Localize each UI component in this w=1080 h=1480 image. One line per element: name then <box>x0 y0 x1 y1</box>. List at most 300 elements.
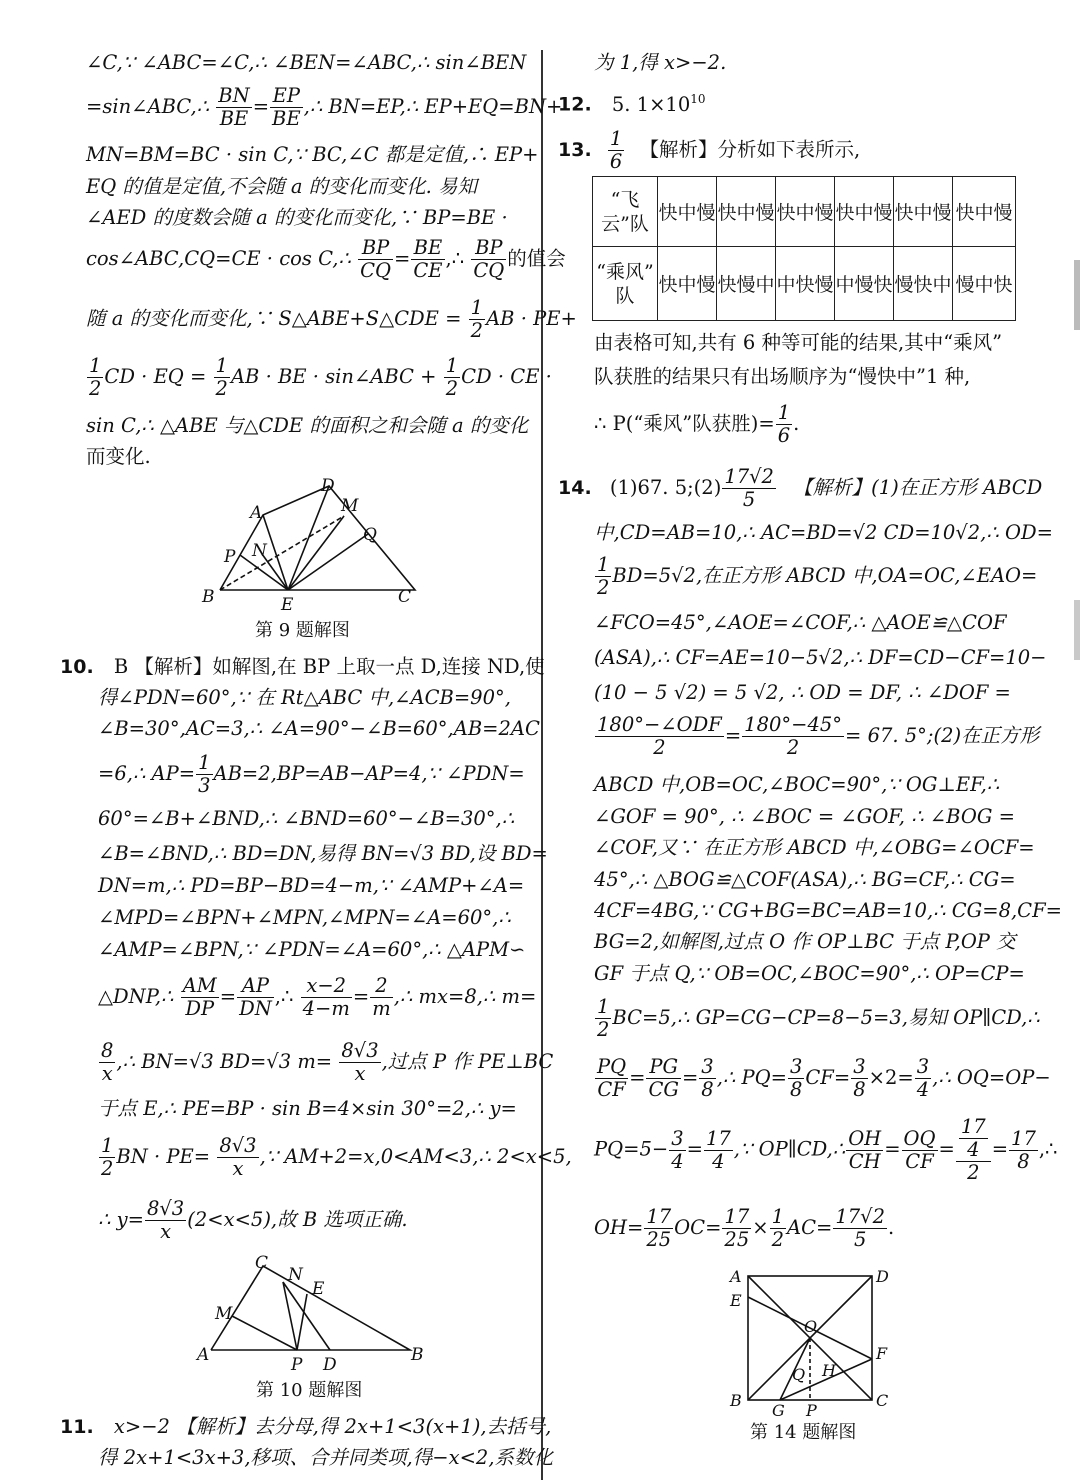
text-line: GF 于点 Q,∵ OB=OC,∠BOC=90°,∴ OP=CP= <box>594 962 1025 985</box>
question-number: 14. <box>558 477 592 499</box>
fraction <box>595 996 611 1041</box>
fraction <box>959 1116 988 1161</box>
fraction-den: 2 <box>215 377 228 400</box>
fraction <box>788 1056 804 1101</box>
fig10-label: B <box>411 1345 424 1365</box>
text-span: 【解析】分析如下表所示, <box>639 138 861 161</box>
text-line: ∠MPD=∠BPN+∠MPN,∠MPN=∠A=60°,∴ <box>98 906 511 929</box>
question-number: 10. <box>60 656 94 678</box>
page-edge-mark <box>1074 260 1080 330</box>
question-number: 11. <box>60 1416 94 1438</box>
fraction-den: 2 <box>771 1228 785 1251</box>
fig10-label: A <box>197 1345 210 1365</box>
fraction <box>237 975 274 1020</box>
fraction-num: 180°−∠ODF <box>597 713 722 736</box>
fraction <box>1009 1128 1038 1173</box>
text-span: ,∵ OP∥CD,∴ <box>733 1137 846 1161</box>
fraction-den: 2 <box>653 736 666 759</box>
fig14-label: D <box>876 1267 889 1286</box>
operator: = <box>681 1066 699 1089</box>
text-span: AB=2,BP=AB−AP=4,∵ ∠PDN= <box>213 762 525 785</box>
fraction-num: 1 <box>101 1134 114 1157</box>
fraction <box>851 1056 867 1101</box>
text-line <box>594 554 1037 599</box>
fraction-den: 4 <box>671 1149 684 1173</box>
fraction-den: 25 <box>646 1228 672 1251</box>
operator: = <box>686 1137 703 1161</box>
text-line: MN=BM=BC · sin C,∵ BC,∠C 都是定值,∴ EP+ <box>86 143 539 166</box>
fraction-num: BN <box>218 84 250 107</box>
fraction-den: 8 <box>1017 1149 1030 1173</box>
question-line <box>558 128 860 173</box>
fraction-den: CQ <box>360 259 392 282</box>
fig9-label: P <box>224 547 236 567</box>
fig10-label: D <box>323 1355 337 1372</box>
fraction <box>214 355 230 400</box>
text-line: 得∠PDN=60°,∵ 在 Rt△ABC 中,∠ACB=90°, <box>98 686 511 709</box>
text-line: ∠AMP=∠BPN,∵ ∠PDN=∠A=60°,∴ △APM∽ <box>98 938 526 961</box>
fig10-triangle <box>211 1266 410 1350</box>
fraction <box>722 466 776 511</box>
text-span: x>−2 【解析】去分母,得 2x+1<3(x+1),去括号, <box>113 1415 552 1438</box>
fraction <box>722 1206 751 1251</box>
text-span: ×2= <box>868 1066 914 1089</box>
fraction-num: 17 <box>705 1126 731 1150</box>
fraction-den: 2 <box>470 319 484 342</box>
text-span: OH= <box>594 1216 644 1239</box>
text-span: =sin∠ABC,∴ <box>86 95 210 118</box>
text-span: ,∴ BN=√3 BD=√3 m= <box>116 1050 333 1073</box>
text-span: AC= <box>787 1216 833 1239</box>
operator: = <box>352 985 370 1008</box>
operator: = <box>394 247 411 270</box>
fraction <box>608 128 624 173</box>
fraction <box>704 1128 733 1173</box>
text-span: ,∴ mx=8,∴ m= <box>393 985 537 1008</box>
fig10-label: M <box>215 1304 233 1324</box>
text-line <box>98 1198 408 1243</box>
fraction <box>595 1056 628 1101</box>
text-span: △DNP,∴ <box>98 985 174 1008</box>
text-span: ,∴ PQ= <box>716 1066 787 1089</box>
fraction-den: x <box>101 1062 113 1085</box>
fraction-den: 4−m <box>302 997 350 1020</box>
figure-caption: 第 14 题解图 <box>750 1422 857 1443</box>
text-span: OC= <box>674 1216 722 1239</box>
text-span: BD=5√2,在正方形 ABCD 中,OA=OC,∠EAO= <box>612 564 1038 587</box>
compound-fraction <box>956 1116 991 1184</box>
fraction-num: 8√3 <box>341 1039 379 1062</box>
fig14-label: E <box>730 1291 742 1310</box>
text-span: ,∵ AM+2=x,0<AM<3,∴ 2<x<5, <box>259 1145 572 1168</box>
question-line <box>558 466 1042 511</box>
fig9-line <box>288 516 344 590</box>
text-span: AB · PE+ <box>486 307 577 330</box>
operator: × <box>752 1216 769 1239</box>
text-span: CF= <box>805 1066 851 1089</box>
operator: = <box>884 1137 901 1161</box>
fraction-den: 25 <box>724 1228 750 1251</box>
operator: = <box>252 95 270 118</box>
fraction <box>145 1198 186 1243</box>
answer: 5. 1×10 <box>611 92 691 116</box>
fraction-den: 2 <box>445 377 459 400</box>
text-line: BG=2,如解图,过点 O 作 OP⊥BC 于点 P,OP 交 <box>594 930 1016 953</box>
text-line <box>86 85 562 130</box>
fraction-num <box>956 1116 991 1162</box>
text-line <box>86 355 552 400</box>
text-span: CD · EQ = <box>104 365 207 388</box>
fraction <box>742 714 844 759</box>
fraction-num: 17 <box>724 1205 750 1228</box>
fig14-label: G <box>772 1401 785 1416</box>
fig14-label: H <box>822 1361 836 1380</box>
fraction-num: 3 <box>701 1055 714 1078</box>
fraction-num: 1 <box>597 995 610 1018</box>
fraction-den: BE <box>272 107 301 130</box>
fraction-den: CQ <box>473 259 505 282</box>
fraction-den: 2 <box>101 1157 114 1180</box>
text-line <box>594 996 1040 1041</box>
fig14-label: C <box>876 1391 889 1410</box>
text-line: ∠B=30°,AC=3,∴ ∠A=90°−∠B=60°,AB=2AC <box>98 717 540 740</box>
table-row <box>593 177 1016 247</box>
fraction-den: 5 <box>853 1228 867 1251</box>
fraction-num: BP <box>471 237 506 260</box>
text-line: 为 1,得 x>−2. <box>594 51 727 74</box>
fraction <box>370 975 393 1020</box>
fraction-den: DP <box>185 997 215 1020</box>
text-span: =6,∴ AP= <box>98 762 196 785</box>
text-span: (2<x<5),故 B 选项正确. <box>187 1208 408 1231</box>
table-cell: 快中慢 <box>835 177 894 247</box>
fig9-label: E <box>281 595 294 610</box>
fraction <box>770 1206 786 1251</box>
fig9-label: N <box>252 541 267 561</box>
text-line: (10 − 5 √2) = 5 √2, ∴ OD = DF, ∴ ∠DOF = <box>594 681 1011 704</box>
fig9-line <box>288 534 368 590</box>
fraction <box>846 1128 883 1173</box>
question-line <box>60 1414 551 1440</box>
fig9-label: B <box>202 587 215 607</box>
table-header-cell <box>593 247 658 321</box>
fraction-num: BE <box>411 237 444 260</box>
fraction-den: 4 <box>967 1138 980 1161</box>
fig14-label: P <box>806 1401 817 1416</box>
exponent: 10 <box>690 92 706 106</box>
fig9-label: Q <box>363 525 377 545</box>
fraction-num: EP <box>270 85 303 108</box>
fig10-label: E <box>312 1279 325 1299</box>
fraction <box>669 1128 685 1173</box>
fraction-den: CF <box>597 1078 626 1101</box>
fraction-num: 1 <box>215 354 228 377</box>
fraction <box>646 1056 681 1101</box>
cell-text: “飞 <box>610 188 640 211</box>
fraction-num: 17 <box>1011 1126 1036 1150</box>
fraction-num: 17 <box>960 1115 986 1138</box>
fraction-num: 2 <box>370 975 393 998</box>
figure-caption: 第 9 题解图 <box>255 620 350 641</box>
operator: = <box>991 1137 1009 1161</box>
text-line: sin C,∴ △ABE 与△CDE 的面积之和会随 a 的变化 <box>86 414 529 437</box>
fig10-label: C <box>255 1253 269 1273</box>
fraction <box>216 85 251 130</box>
fraction-den: 2 <box>967 1161 980 1184</box>
text-line <box>594 1056 1051 1101</box>
fig9-label: D <box>321 476 335 496</box>
text-line: 于点 E,∴ PE=BP · sin B=4×sin 30°=2,∴ y= <box>98 1097 517 1120</box>
fraction-den: CF <box>905 1149 934 1173</box>
text-span: . <box>888 1216 895 1239</box>
fraction <box>833 1206 887 1251</box>
text-span: 【解析】(1)在正方形 ABCD <box>793 476 1043 499</box>
table-cell: 快慢中 <box>717 247 776 321</box>
fraction-den: 4 <box>712 1149 725 1173</box>
fraction <box>270 85 303 130</box>
fraction-den: CH <box>848 1149 881 1173</box>
fraction-num: 3 <box>853 1055 866 1078</box>
fraction-num: OQ <box>903 1126 936 1150</box>
fraction <box>301 975 352 1020</box>
text-line: ∠FCO=45°,∠AOE=∠COF,∴ △AOE≌△COF <box>594 611 1007 634</box>
text-line: ∠GOF = 90°, ∴ ∠BOC = ∠GOF, ∴ ∠BOG = <box>594 805 1015 828</box>
fraction <box>181 975 219 1020</box>
operator: = <box>219 985 237 1008</box>
fraction <box>902 1128 938 1173</box>
text-span: cos∠ABC,CQ=CE · cos C,∴ <box>86 247 351 270</box>
fraction-den: 4 <box>916 1078 930 1101</box>
fraction-den: 6 <box>609 150 623 173</box>
text-line: 由表格可知,共有 6 种等可能的结果,其中“乘风” <box>594 331 1003 354</box>
figure-caption: 第 10 题解图 <box>256 1380 363 1401</box>
fraction-den: CE <box>413 259 443 282</box>
fraction <box>644 1206 673 1251</box>
fraction-den: x <box>232 1157 244 1180</box>
text-line: EQ 的值是定值,不会随 a 的变化而变化. 易知 <box>86 175 478 198</box>
figure-10 <box>195 1252 435 1372</box>
fraction <box>411 237 444 282</box>
text-line: ∠B=∠BND,∴ BD=DN,易得 BN=√3 BD,设 BD= <box>98 842 548 865</box>
fig10-line <box>232 1316 297 1350</box>
fraction-den: 2 <box>597 576 610 599</box>
fraction-num: 180°−45° <box>744 713 843 736</box>
table-cell: 慢中快 <box>953 247 1016 321</box>
fraction <box>99 1040 115 1085</box>
fraction <box>196 752 212 797</box>
fraction-num: 1 <box>89 354 102 377</box>
table-cell: 快中慢 <box>894 177 953 247</box>
text-span: PQ=5− <box>594 1137 669 1161</box>
fig14-label: A <box>730 1267 742 1286</box>
operator: = <box>724 724 742 747</box>
fig9-label: M <box>341 496 359 516</box>
fraction-den: 6 <box>777 424 791 447</box>
operator: = <box>938 1137 955 1161</box>
question-number: 13. <box>558 139 592 161</box>
text-span: (1)67. 5;(2) <box>609 476 722 499</box>
text-span: 的值会 <box>507 247 566 270</box>
fig10-line <box>297 1294 307 1350</box>
text-span: ,∴ OQ=OP− <box>932 1066 1051 1089</box>
text-span: = 67. 5°;(2)在正方形 <box>845 724 1040 747</box>
fraction-num: BP <box>358 237 393 260</box>
text-span: 随 a 的变化而变化,∵ S△ABE+S△CDE = <box>86 307 462 330</box>
page-edge-mark <box>1074 600 1080 660</box>
text-line <box>86 237 566 282</box>
fraction <box>217 1135 258 1180</box>
fraction-den: m <box>372 997 391 1020</box>
figure-9 <box>190 470 430 610</box>
fig9-dashed-line <box>220 516 344 590</box>
fig14-label: O <box>804 1317 818 1336</box>
text-span: ,过点 P 作 PE⊥BC <box>381 1050 554 1073</box>
fig10-label: N <box>288 1265 303 1285</box>
fraction <box>595 554 611 599</box>
fraction <box>469 297 485 342</box>
fig14-label: Q <box>792 1365 806 1384</box>
fraction-den: x <box>354 1062 366 1085</box>
text-line: 队获胜的结果只有出场顺序为“慢快中”1 种, <box>594 365 971 388</box>
fig10-label: P <box>291 1355 303 1372</box>
fraction <box>87 355 103 400</box>
fraction-den: 8 <box>789 1078 803 1101</box>
table-cell: 快中慢 <box>717 177 776 247</box>
text-span: AB · BE · sin∠ABC + <box>230 365 437 388</box>
fraction-num: x−2 <box>301 975 352 998</box>
fraction <box>471 237 506 282</box>
text-span: B 【解析】如解图,在 BP 上取一点 D,连接 ND,使 <box>113 655 545 678</box>
text-line: 得 2x+1<3x+3,移项、合并同类项,得−x<2,系数化 <box>98 1446 554 1469</box>
fraction-num: 1 <box>771 1205 785 1228</box>
fraction-num: 1 <box>609 127 623 150</box>
text-span: ∴ y= <box>98 1208 144 1231</box>
question-number: 12. <box>558 93 592 116</box>
text-span: . <box>793 412 800 435</box>
text-line <box>594 1116 1057 1184</box>
fraction <box>99 1135 115 1180</box>
results-table <box>592 176 1016 321</box>
table-cell: 慢快中 <box>894 247 953 321</box>
fraction <box>699 1056 715 1101</box>
fraction-den: 2 <box>597 1018 610 1041</box>
fraction-den: BE <box>219 107 249 130</box>
fraction-num: 1 <box>198 751 211 774</box>
operator: = <box>629 1066 646 1089</box>
text-span: BN · PE= <box>116 1145 211 1168</box>
fig14-label: F <box>876 1344 888 1363</box>
text-line <box>98 752 525 797</box>
figure-14 <box>724 1266 894 1416</box>
fraction <box>915 1056 931 1101</box>
table-cell: 快中慢 <box>658 177 717 247</box>
fraction <box>595 714 724 759</box>
table-cell: 快中慢 <box>776 177 835 247</box>
text-line: 而变化. <box>86 445 151 468</box>
fraction <box>339 1040 380 1085</box>
fraction-den: CG <box>648 1078 679 1101</box>
fraction-den: 3 <box>198 774 211 797</box>
text-line <box>98 1040 553 1085</box>
text-line: (ASA),∴ CF=AE=10−5√2,∴ DF=CD−CF=10− <box>594 646 1047 669</box>
text-line <box>86 297 577 342</box>
table-row <box>593 247 1016 321</box>
table-cell: 中慢快 <box>835 247 894 321</box>
fraction <box>776 402 792 447</box>
fraction-num: PG <box>646 1056 681 1079</box>
text-line: ∠COF,又∵ 在正方形 ABCD 中,∠OBG=∠OCF= <box>594 836 1035 859</box>
text-line: ∠AED 的度数会随 a 的变化而变化,∵ BP=BE · <box>86 206 508 229</box>
text-line <box>98 975 536 1020</box>
fraction-num: 1 <box>777 401 791 424</box>
fraction-den: 8 <box>701 1078 714 1101</box>
cell-text: 队 <box>615 284 635 307</box>
fraction-den: DN <box>239 997 272 1020</box>
text-line <box>594 402 799 447</box>
text-line: 4CF=4BG,∵ CG+BG=BC=AB=10,∴ CG=8,CF= <box>594 899 1062 922</box>
fraction-den: 8 <box>853 1078 866 1101</box>
fraction <box>444 355 460 400</box>
table-cell: 中快慢 <box>776 247 835 321</box>
table-cell: 快中慢 <box>953 177 1016 247</box>
fraction-num: AP <box>237 975 274 998</box>
text-span: ,∴ <box>274 985 294 1008</box>
cell-text: “乘风” <box>596 260 654 283</box>
fig9-label: A <box>250 503 263 523</box>
text-span: BC=5,∴ GP=CG−CP=8−5=3,易知 OP∥CD,∴ <box>612 1006 1040 1029</box>
fraction-num: PQ <box>597 1055 627 1078</box>
fraction-num: 17 <box>646 1205 672 1228</box>
fraction-num: 17√2 <box>724 465 774 488</box>
fraction-num: 3 <box>789 1055 803 1078</box>
text-span: ,∴ <box>445 247 465 270</box>
fraction-den: x <box>160 1220 172 1243</box>
fraction-num: 3 <box>916 1055 930 1078</box>
fraction-num: 3 <box>671 1126 684 1150</box>
fraction-den: 2 <box>89 377 102 400</box>
fraction-den: 2 <box>786 736 800 759</box>
fraction <box>358 237 393 282</box>
fraction-num: 1 <box>445 354 459 377</box>
text-line <box>594 714 1039 759</box>
fraction-num: 1 <box>597 553 610 576</box>
text-span: ,∴ BN=EP,∴ EP+EQ=BN+ <box>303 95 563 118</box>
fraction-num: 1 <box>470 296 484 319</box>
fig14-label: B <box>730 1391 742 1410</box>
text-line: 60°=∠B+∠BND,∴ ∠BND=60°−∠B=30°,∴ <box>98 807 515 830</box>
text-span: CD · CE · <box>461 365 552 388</box>
fraction-num: AM <box>182 974 217 997</box>
text-line: 中,CD=AB=10,∴ AC=BD=√2 CD=10√2,∴ OD= <box>594 521 1053 544</box>
text-line: DN=m,∴ PD=BP−BD=4−m,∵ ∠AMP+∠A= <box>98 874 525 897</box>
text-line: ABCD 中,OB=OC,∠BOC=90°,∵ OG⊥EF,∴ <box>594 773 1000 796</box>
fig9-quadrilateral <box>220 486 415 590</box>
text-line: 45°,∴ △BOG≌△COF(ASA),∴ BG=CF,∴ CG= <box>594 868 1016 891</box>
fraction-num: 8√3 <box>219 1134 257 1157</box>
fraction-num: OH <box>848 1126 882 1150</box>
text-line: ∠C,∵ ∠ABC=∠C,∴ ∠BEN=∠ABC,∴ sin∠BEN <box>86 51 527 74</box>
question-line <box>558 86 706 118</box>
text-line <box>594 1206 894 1251</box>
fraction-num: 8 <box>101 1039 114 1062</box>
fraction-num: 17√2 <box>835 1205 886 1228</box>
fraction-num: 8√3 <box>146 1197 185 1220</box>
text-span: ∴ P(“乘风”队获胜)= <box>594 412 775 435</box>
question-line <box>60 654 545 680</box>
fig9-label: C <box>398 587 412 607</box>
cell-text: 云”队 <box>601 212 649 235</box>
table-cell: 快中慢 <box>658 247 717 321</box>
